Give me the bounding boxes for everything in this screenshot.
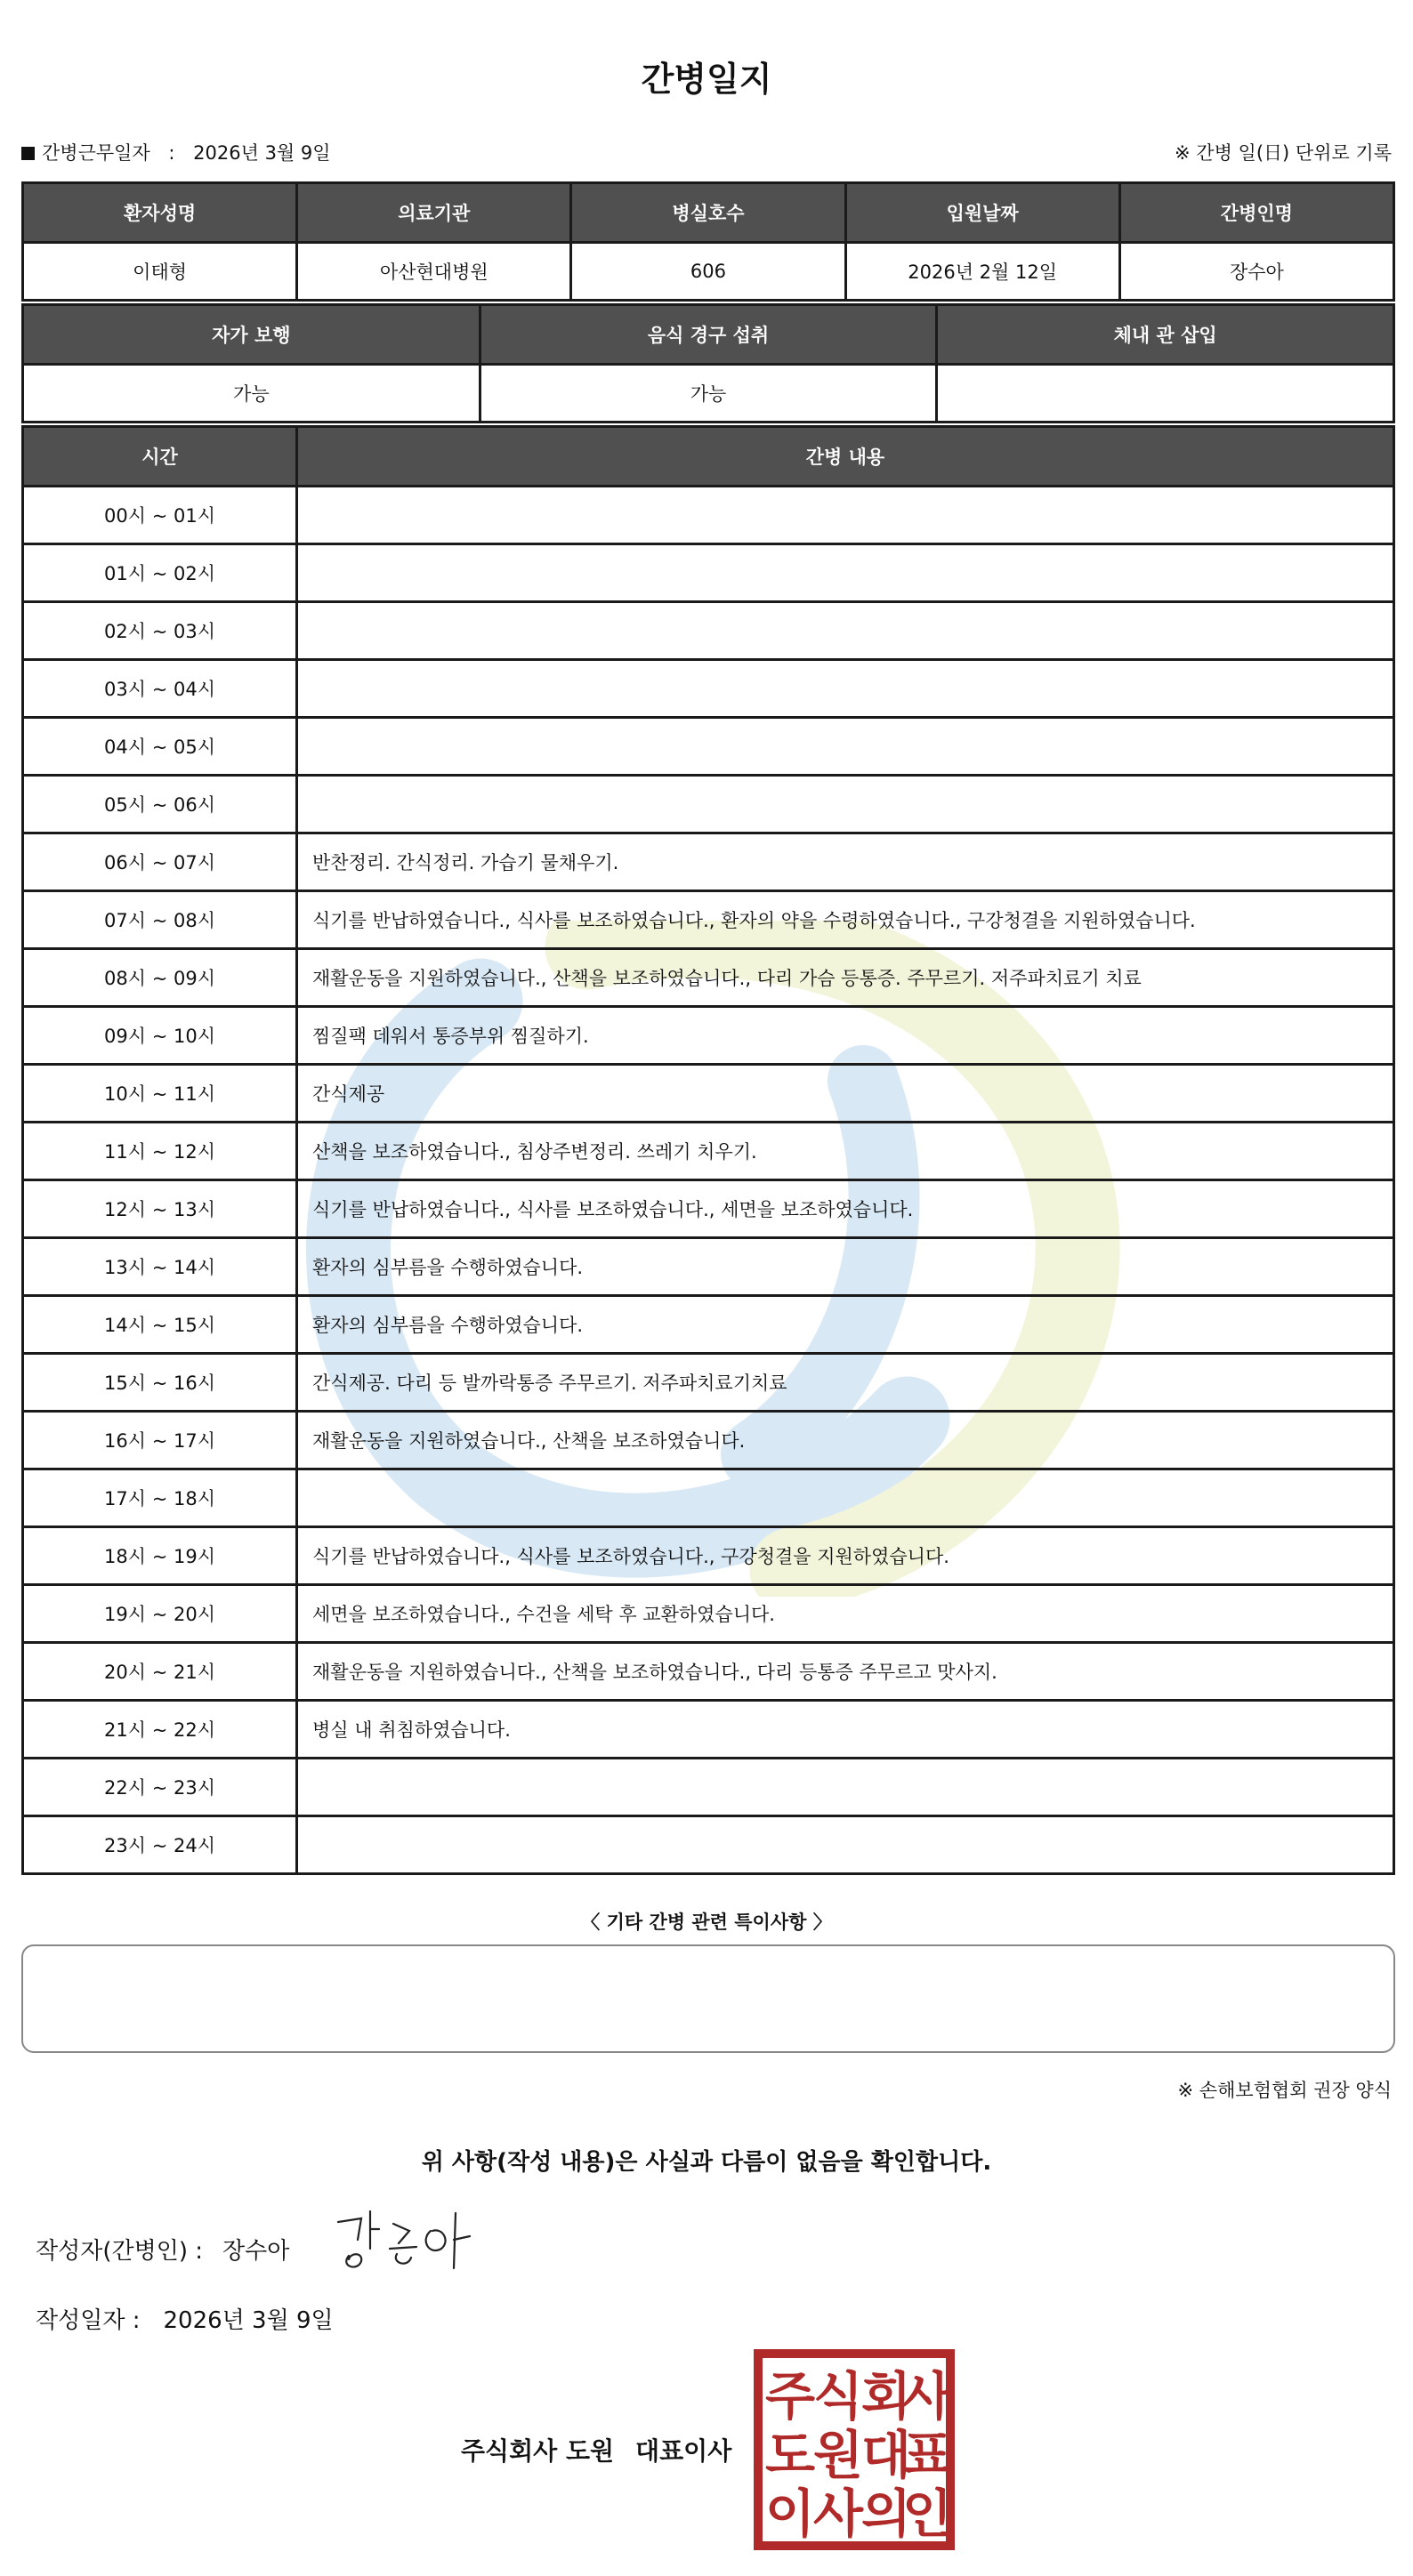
log-content: 환자의 심부름을 수행하였습니다. bbox=[297, 1296, 1394, 1354]
work-date-value: 2026년 3월 9일 bbox=[193, 142, 331, 164]
log-content bbox=[297, 718, 1394, 776]
log-row bbox=[23, 1527, 1394, 1585]
log-row bbox=[23, 544, 1394, 602]
header-patient-name: 환자성명 bbox=[23, 183, 297, 243]
log-row bbox=[23, 1180, 1394, 1238]
log-row bbox=[23, 1759, 1394, 1816]
header-caregiver-name: 간병인명 bbox=[1119, 183, 1393, 243]
tube-insertion-status bbox=[937, 365, 1394, 423]
log-row bbox=[23, 949, 1394, 1007]
svg-text:원: 원 bbox=[812, 2425, 864, 2485]
header-admission-date: 입원날짜 bbox=[845, 183, 1119, 243]
log-time: 15시 ~ 16시 bbox=[23, 1354, 297, 1412]
log-row bbox=[23, 1701, 1394, 1759]
log-content: 간식제공. 다리 등 발까락통증 주무르기. 저주파치료기치료 bbox=[297, 1354, 1394, 1412]
log-time: 12시 ~ 13시 bbox=[23, 1180, 297, 1238]
svg-text:도: 도 bbox=[764, 2425, 816, 2485]
table-row bbox=[23, 365, 1394, 423]
svg-text:사: 사 bbox=[812, 2483, 864, 2544]
log-row bbox=[23, 660, 1394, 718]
log-content: 재활운동을 지원하였습니다., 산책을 보조하였습니다. bbox=[297, 1412, 1394, 1469]
table-header-row bbox=[23, 183, 1394, 243]
ceo-label: 대표이사 bbox=[635, 2436, 732, 2466]
log-content: 재활운동을 지원하였습니다., 산책을 보조하였습니다., 다리 등통증 주무르고 맛사지. bbox=[297, 1643, 1394, 1701]
written-date-value: 2026년 3월 9일 bbox=[163, 2307, 334, 2334]
care-log-table bbox=[21, 425, 1395, 1875]
log-time: 00시 ~ 01시 bbox=[23, 487, 297, 544]
log-content bbox=[297, 660, 1394, 718]
log-row bbox=[23, 1816, 1394, 1874]
svg-text:인: 인 bbox=[901, 2483, 953, 2544]
log-content: 반찬정리. 간식정리. 가습기 물채우기. bbox=[297, 833, 1394, 891]
confirmation-statement: 위 사항(작성 내용)은 사실과 다름이 없음을 확인합니다. bbox=[421, 2149, 992, 2176]
log-content: 간식제공 bbox=[297, 1065, 1394, 1123]
log-time: 08시 ~ 09시 bbox=[23, 949, 297, 1007]
log-time: 05시 ~ 06시 bbox=[23, 776, 297, 833]
svg-text:주: 주 bbox=[764, 2366, 816, 2427]
log-time: 22시 ~ 23시 bbox=[23, 1759, 297, 1816]
log-row bbox=[23, 1007, 1394, 1065]
unit-note: ※ 간병 일(日) 단위로 기록 bbox=[1175, 142, 1392, 164]
log-row bbox=[23, 602, 1394, 660]
log-time: 07시 ~ 08시 bbox=[23, 891, 297, 949]
header-tube-insertion: 체내 관 삽입 bbox=[937, 305, 1394, 365]
log-row bbox=[23, 1238, 1394, 1296]
log-row bbox=[23, 833, 1394, 891]
log-content bbox=[297, 1469, 1394, 1527]
hospital: 아산현대병원 bbox=[297, 243, 571, 301]
log-row bbox=[23, 1585, 1394, 1643]
log-time: 06시 ~ 07시 bbox=[23, 833, 297, 891]
patient-name: 이태형 bbox=[23, 243, 297, 301]
room-number: 606 bbox=[571, 243, 845, 301]
form-note: ※ 손해보험협회 권장 양식 bbox=[1177, 2080, 1392, 2101]
log-row bbox=[23, 1123, 1394, 1180]
header-care-content: 간병 내용 bbox=[297, 427, 1394, 487]
written-date-label: 작성일자 : bbox=[36, 2307, 141, 2334]
company-name: 주식회사 도원 bbox=[461, 2436, 615, 2466]
table-row bbox=[23, 243, 1394, 301]
writer-line bbox=[36, 2233, 289, 2266]
log-time: 20시 ~ 21시 bbox=[23, 1643, 297, 1701]
log-content bbox=[297, 1759, 1394, 1816]
log-time: 23시 ~ 24시 bbox=[23, 1816, 297, 1874]
log-content bbox=[297, 602, 1394, 660]
log-row bbox=[23, 718, 1394, 776]
table-header-row bbox=[23, 427, 1394, 487]
log-content bbox=[297, 487, 1394, 544]
log-time: 21시 ~ 22시 bbox=[23, 1701, 297, 1759]
header-time: 시간 bbox=[23, 427, 297, 487]
log-row bbox=[23, 1412, 1394, 1469]
header-oral-intake: 음식 경구 섭취 bbox=[480, 305, 937, 365]
patient-status-table bbox=[21, 303, 1395, 423]
log-time: 03시 ~ 04시 bbox=[23, 660, 297, 718]
patient-info-table bbox=[21, 181, 1395, 302]
log-row bbox=[23, 487, 1394, 544]
handwritten-signature bbox=[331, 2204, 491, 2275]
log-time: 13시 ~ 14시 bbox=[23, 1238, 297, 1296]
log-content: 병실 내 취침하였습니다. bbox=[297, 1701, 1394, 1759]
work-date-label: 간병근무일자 bbox=[42, 142, 150, 164]
log-row bbox=[23, 891, 1394, 949]
writer-name: 장수아 bbox=[222, 2238, 290, 2265]
log-time: 01시 ~ 02시 bbox=[23, 544, 297, 602]
log-time: 16시 ~ 17시 bbox=[23, 1412, 297, 1469]
header-walking: 자가 보행 bbox=[23, 305, 480, 365]
log-time: 11시 ~ 12시 bbox=[23, 1123, 297, 1180]
company-line bbox=[461, 2432, 731, 2467]
oral-intake-status: 가능 bbox=[480, 365, 937, 423]
log-time: 14시 ~ 15시 bbox=[23, 1296, 297, 1354]
log-time: 17시 ~ 18시 bbox=[23, 1469, 297, 1527]
log-time: 18시 ~ 19시 bbox=[23, 1527, 297, 1585]
work-date-separator: : bbox=[168, 142, 175, 164]
log-content: 식기를 반납하였습니다., 식사를 보조하였습니다., 구강청결을 지원하였습니다. bbox=[297, 1527, 1394, 1585]
log-time: 19시 ~ 20시 bbox=[23, 1585, 297, 1643]
log-content: 재활운동을 지원하였습니다., 산책을 보조하였습니다., 다리 가슴 등통증. 주무르기. 저주파치료기 치료 bbox=[297, 949, 1394, 1007]
log-content: 식기를 반납하였습니다., 식사를 보조하였습니다., 세면을 보조하였습니다. bbox=[297, 1180, 1394, 1238]
log-content: 산책을 보조하였습니다., 침상주변정리. 쓰레기 치우기. bbox=[297, 1123, 1394, 1180]
page-title: 간병일지 bbox=[641, 60, 772, 99]
walking-status: 가능 bbox=[23, 365, 480, 423]
log-time: 10시 ~ 11시 bbox=[23, 1065, 297, 1123]
log-content: 찜질팩 데워서 통증부위 찜질하기. bbox=[297, 1007, 1394, 1065]
caregiver-name: 장수아 bbox=[1119, 243, 1393, 301]
header-room: 병실호수 bbox=[571, 183, 845, 243]
svg-text:의: 의 bbox=[860, 2483, 912, 2544]
log-row bbox=[23, 776, 1394, 833]
written-date-line bbox=[36, 2302, 334, 2335]
log-content bbox=[297, 776, 1394, 833]
svg-text:대: 대 bbox=[860, 2425, 912, 2485]
table-header-row bbox=[23, 305, 1394, 365]
special-notes-box bbox=[21, 1944, 1395, 2053]
log-content: 식기를 반납하였습니다., 식사를 보조하였습니다., 환자의 약을 수령하였습니다., 구강청결을 지원하였습니다. bbox=[297, 891, 1394, 949]
svg-text:사: 사 bbox=[901, 2366, 953, 2427]
log-time: 09시 ~ 10시 bbox=[23, 1007, 297, 1065]
log-row bbox=[23, 1643, 1394, 1701]
svg-text:표: 표 bbox=[901, 2425, 953, 2485]
log-content: 세면을 보조하였습니다., 수건을 세탁 후 교환하였습니다. bbox=[297, 1585, 1394, 1643]
log-time: 04시 ~ 05시 bbox=[23, 718, 297, 776]
log-content bbox=[297, 1816, 1394, 1874]
log-row bbox=[23, 1296, 1394, 1354]
log-row bbox=[23, 1065, 1394, 1123]
square-bullet-icon bbox=[21, 147, 35, 160]
writer-label: 작성자(간병인) : bbox=[36, 2238, 204, 2265]
log-content bbox=[297, 544, 1394, 602]
log-time: 02시 ~ 03시 bbox=[23, 602, 297, 660]
special-notes-title: 〈 기타 간병 관련 특이사항 〉 bbox=[581, 1912, 832, 1933]
svg-text:회: 회 bbox=[860, 2366, 912, 2427]
svg-text:이: 이 bbox=[764, 2483, 816, 2544]
header-hospital: 의료기관 bbox=[297, 183, 571, 243]
log-row bbox=[23, 1469, 1394, 1527]
svg-text:식: 식 bbox=[812, 2366, 864, 2427]
work-date bbox=[21, 139, 331, 165]
log-row bbox=[23, 1354, 1394, 1412]
log-content: 환자의 심부름을 수행하였습니다. bbox=[297, 1238, 1394, 1296]
company-seal-stamp bbox=[753, 2348, 956, 2551]
admission-date: 2026년 2월 12일 bbox=[845, 243, 1119, 301]
